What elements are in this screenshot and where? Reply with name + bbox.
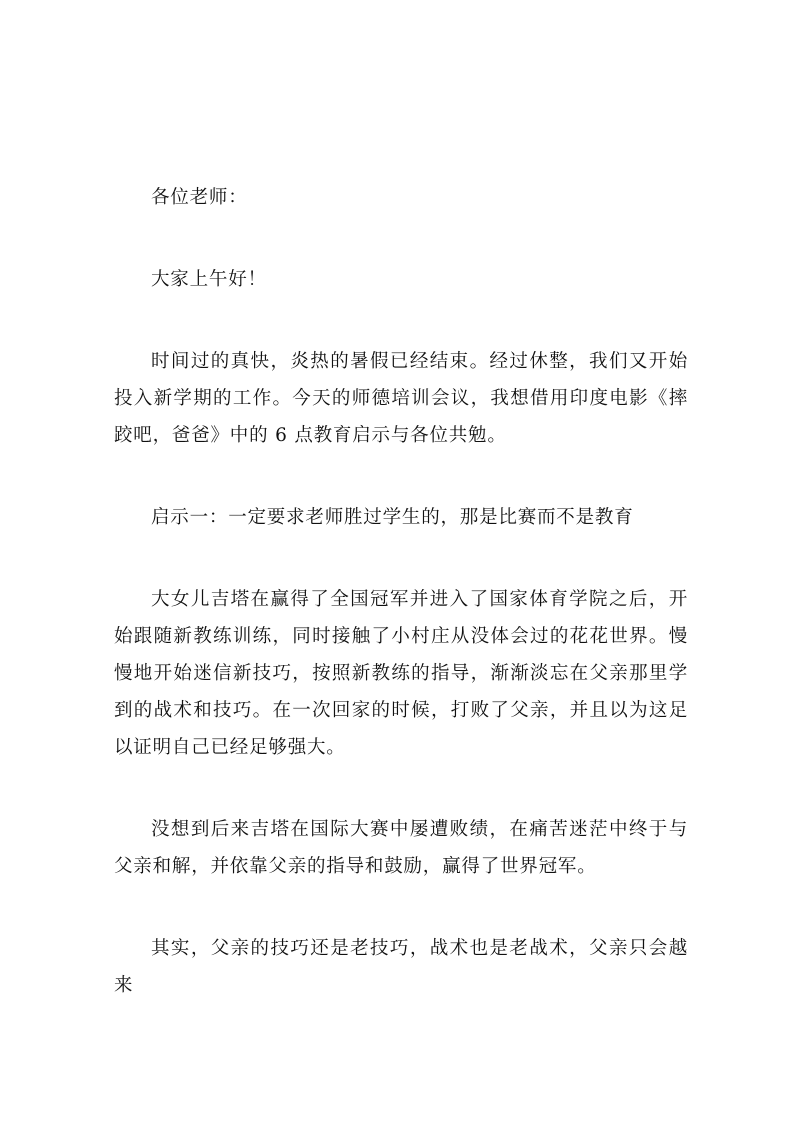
paragraph-spacer: [114, 298, 688, 343]
paragraph-spacer: [114, 216, 688, 261]
salutation: 各位老师：: [151, 187, 248, 208]
body-paragraph: 其实，父亲的技巧还是老技巧，战术也是老战术，父亲只会越来: [114, 938, 688, 996]
document-body: [114, 179, 688, 1004]
paragraph-spacer: [114, 766, 688, 811]
body-paragraph: 大女儿吉塔在赢得了全国冠军并进入了国家体育学院之后，开始跟随新教练训练，同时接触了小村庄从没体会过的花花世界。慢慢地开始迷信新技巧，按照新教练的指导，渐渐淡忘在父亲那里学到的战术和技巧。在一次回家的时候，打败了父亲，并且以为这足以证明自己已经足够强大。: [114, 589, 688, 758]
paragraph-spacer: [114, 536, 688, 581]
paragraph-spacer: [114, 885, 688, 930]
intro-paragraph: 时间过的真快，炎热的暑假已经结束。经过休整，我们又开始投入新学期的工作。今天的师德培训会议，我想借用印度电影《摔跤吧，爸爸》中的 6 点教育启示与各位共勉。: [114, 351, 688, 446]
greeting: 大家上午好！: [151, 269, 267, 290]
paragraph-spacer: [114, 454, 688, 499]
body-paragraph: 没想到后来吉塔在国际大赛中屡遭败绩，在痛苦迷茫中终于与父亲和解，并依靠父亲的指导和鼓励，赢得了世界冠军。: [114, 819, 688, 877]
section-heading: 启示一：一定要求老师胜过学生的，那是比赛而不是教育: [151, 507, 634, 528]
